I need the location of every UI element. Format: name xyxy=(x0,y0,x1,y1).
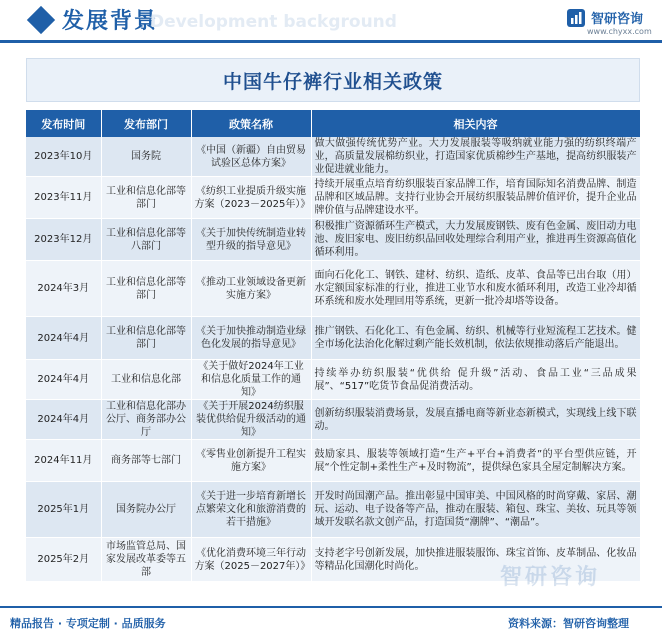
cell-name: 《零售业创新提升工程实施方案》 xyxy=(191,440,311,482)
header xyxy=(0,0,662,42)
cell-content: 支持老字号创新发展，加快推进服装服饰、珠宝首饰、皮革制品、化妆品等精品化国潮化时尚化。 xyxy=(311,538,640,582)
table-row xyxy=(26,400,640,440)
cell-dept: 市场监管总局、国家发展改革委等五部 xyxy=(101,538,191,582)
section-title: 发展背景 xyxy=(62,9,159,34)
footer-source: 资料来源：智研咨询整理 xyxy=(508,617,629,630)
cell-name: 《纺织工业提质升级实施方案（2023－2025年）》 xyxy=(191,177,311,219)
table-header-row xyxy=(26,110,640,137)
watermark: 智研咨询 xyxy=(500,565,601,590)
table-title: 中国牛仔裤行业相关政策 xyxy=(222,70,443,93)
cell-content: 做大做强传统优势产业。大力发展服装等吸纳就业能力强的纺织终端产业，高质量发展棉纺织业，打造国家优质棉纱生产基地，提高纺织服装产业促进就业能力。 xyxy=(311,137,640,177)
cell-date: 2023年10月 xyxy=(26,137,101,177)
cell-content: 面向石化化工、钢铁、建材、纺织、造纸、皮革、食品等已出台取（用）水定额国家标准的行业，推进工业节水和废水循环利用，改造工业冷却循环系统和废水处理回用等系统，更新一批冷却塔等设备。 xyxy=(311,261,640,317)
table-row xyxy=(26,177,640,219)
cell-dept: 工业和信息化部等部门 xyxy=(101,261,191,317)
cell-date: 2023年11月 xyxy=(26,177,101,219)
table-row xyxy=(26,360,640,400)
cell-name: 《关于加快传统制造业转型升级的指导意见》 xyxy=(191,219,311,261)
cell-content: 积极推广资源循环生产模式，大力发展废钢铁、废有色金属、废旧动力电池、废旧家电、废旧纺织品回收处理综合利用产业，推进再生资源高值化循环利用。 xyxy=(311,219,640,261)
table-title-box xyxy=(26,58,640,102)
cell-content: 推广钢铁、石化化工、有色金属、纺织、机械等行业短流程工艺技术。健全市场化法治化化解过剩产能长效机制，依法依规推动落后产能退出。 xyxy=(311,317,640,360)
cell-name: 《优化消费环境三年行动方案（2025－2027年）》 xyxy=(191,538,311,582)
brand-logo-icon xyxy=(566,8,586,28)
cell-dept: 工业和信息化部等部门 xyxy=(101,317,191,360)
cell-dept: 国务院 xyxy=(101,137,191,177)
cell-date: 2025年2月 xyxy=(26,538,101,582)
cell-dept: 工业和信息化部等八部门 xyxy=(101,219,191,261)
cell-dept: 工业和信息化部 xyxy=(101,360,191,400)
cell-date: 2024年3月 xyxy=(26,261,101,317)
header-dept: 发布部门 xyxy=(101,110,191,137)
cell-name: 《推动工业领域设备更新实施方案》 xyxy=(191,261,311,317)
diamond-icon xyxy=(27,6,55,34)
table-row xyxy=(26,137,640,177)
policy-table xyxy=(26,110,641,582)
cell-name: 《关于做好2024年工业和信息化质量工作的通知》 xyxy=(191,360,311,400)
cell-content: 持续开展重点培育纺织服装百家品牌工作，培育国际知名消费品牌、制造品牌和区域品牌。支持行业协会开展纺织服装品牌价值评价，提升企业品牌价值与品牌建设水平。 xyxy=(311,177,640,219)
cell-content: 持续举办纺织服装“优供给 促升级”活动、食品工业“三品成果展”、“517”吃货节食品促消费活动。 xyxy=(311,360,640,400)
cell-dept: 商务部等七部门 xyxy=(101,440,191,482)
cell-date: 2024年4月 xyxy=(26,360,101,400)
cell-dept: 国务院办公厅 xyxy=(101,482,191,538)
footer-tagline: 精品报告 · 专项定制 · 品质服务 xyxy=(10,617,166,630)
table-row xyxy=(26,261,640,317)
cell-name: 《关于加快推动制造业绿色化发展的指导意见》 xyxy=(191,317,311,360)
cell-dept: 工业和信息化部办公厅、商务部办公厅 xyxy=(101,400,191,440)
footer-divider xyxy=(0,606,662,608)
header-divider xyxy=(0,40,662,43)
header-name: 政策名称 xyxy=(191,110,311,137)
header-date: 发布时间 xyxy=(26,110,101,137)
cell-date: 2024年4月 xyxy=(26,400,101,440)
cell-name: 《关于开展2024纺织服装优供给促升级活动的通知》 xyxy=(191,400,311,440)
table-row xyxy=(26,482,640,538)
cell-content: 创新纺织服装消费场景，发展直播电商等新业态新模式，实现线上线下联动。 xyxy=(311,400,640,440)
cell-date: 2025年1月 xyxy=(26,482,101,538)
cell-content: 鼓励家具、服装等领域打造“生产+平台+消费者”的平台型供应链，开展“个性定制+柔性生产+及时物流”，提供绿色家具全屋定制解决方案。 xyxy=(311,440,640,482)
brand-name: 智研咨询 xyxy=(591,12,644,27)
cell-name: 《中国（新疆）自由贸易试验区总体方案》 xyxy=(191,137,311,177)
cell-name: 《关于进一步培育新增长点繁荣文化和旅游消费的若干措施》 xyxy=(191,482,311,538)
cell-content: 开发时尚国潮产品。推出彰显中国审美、中国风格的时尚穿戴、家居、潮玩、运动、电子设备等产品，推动在服装、箱包、珠宝、美妆、玩具等领域开发联名款文创产品，打造国货“潮牌”、“潮品”。 xyxy=(311,482,640,538)
cell-date: 2024年4月 xyxy=(26,317,101,360)
header-content: 相关内容 xyxy=(311,110,640,137)
brand-website: www.chyxx.com xyxy=(587,27,652,36)
section-title-background-text: Development background xyxy=(150,12,397,32)
table-row xyxy=(26,317,640,360)
cell-date: 2023年12月 xyxy=(26,219,101,261)
footer xyxy=(0,606,662,636)
cell-date: 2024年11月 xyxy=(26,440,101,482)
table-row xyxy=(26,440,640,482)
table-row xyxy=(26,219,640,261)
cell-dept: 工业和信息化部等部门 xyxy=(101,177,191,219)
